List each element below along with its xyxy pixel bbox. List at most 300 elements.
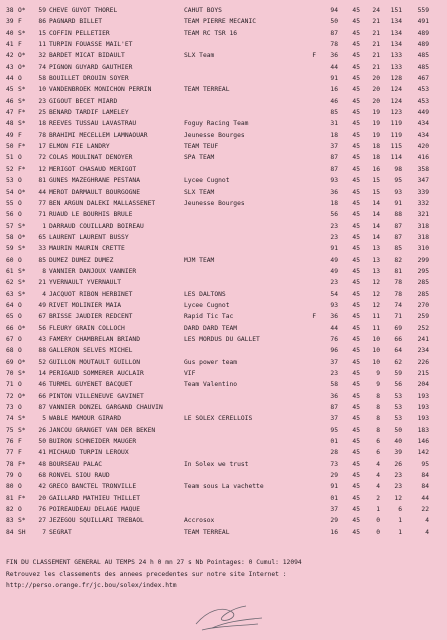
team-number-cell: 78	[38, 131, 46, 139]
laps-b-cell: 45	[352, 188, 360, 196]
laps-b-cell: 45	[352, 483, 360, 491]
laps-total-cell: 6	[398, 506, 402, 514]
team-name-cell: LES MORDUS DU GALLET	[184, 335, 260, 343]
table-row	[6, 209, 429, 220]
distance-cell: 434	[417, 131, 429, 139]
laps-total-cell: 56	[394, 381, 402, 389]
table-row	[6, 198, 429, 209]
rank-cell: 72	[6, 392, 14, 400]
category-cell: F*	[18, 460, 26, 468]
team-name-cell: Jeunesse Bourges	[184, 199, 245, 207]
footer-website-url[interactable]: http://perso.orange.fr/jc.bou/solex/index.htm	[6, 582, 177, 589]
rank-cell: 70	[6, 370, 14, 377]
rank-cell: 50	[6, 143, 14, 151]
laps-total-cell: 151	[390, 7, 402, 14]
rank-cell: 51	[6, 154, 14, 162]
pilots-cell: RONVEL SIOU RAUD	[49, 472, 110, 480]
rank-cell: 76	[6, 438, 14, 446]
laps-b-cell: 45	[352, 86, 360, 94]
laps-a-cell: 87	[330, 165, 338, 173]
pilots-cell: FAMERY CHAMBRELAN BRIAND	[49, 335, 140, 343]
rank-cell: 56	[6, 211, 14, 219]
laps-total-cell: 39	[394, 449, 402, 457]
table-row	[6, 311, 429, 322]
rank-cell: 64	[6, 301, 14, 309]
distance-cell: 259	[417, 313, 429, 321]
laps-a-cell: 36	[330, 313, 338, 321]
stops-cell: 20	[372, 75, 380, 83]
pilots-cell: GRECO BANCTEL TRONVILLE	[49, 483, 137, 491]
category-cell: S*	[18, 415, 26, 423]
team-number-cell: 48	[38, 460, 46, 468]
flag-cell	[302, 447, 320, 458]
category-cell: SH	[18, 528, 26, 536]
distance-cell: 491	[417, 18, 429, 26]
laps-b-cell: 45	[352, 233, 360, 241]
laps-total-cell: 124	[390, 97, 402, 105]
distance-cell: 4	[425, 517, 429, 525]
distance-cell: 299	[417, 256, 429, 264]
laps-b-cell: 45	[352, 29, 360, 37]
stops-cell: 21	[372, 41, 380, 49]
laps-total-cell: 81	[394, 267, 402, 275]
distance-cell: 339	[417, 188, 429, 196]
flag-cell	[302, 402, 320, 413]
team-name-cell: Lycee Cugnot	[184, 177, 230, 185]
rank-cell: 46	[6, 97, 14, 105]
laps-b-cell: 45	[352, 494, 360, 502]
pilots-cell: BEN ARGUN DALEKI MALLASSENET	[49, 199, 156, 207]
category-cell: F	[18, 449, 22, 457]
stops-cell: 19	[372, 131, 380, 139]
pilots-cell: PERIGAUD SOMMERER AUCLAIR	[49, 370, 144, 377]
distance-cell: 241	[417, 335, 429, 343]
flag-cell	[302, 209, 320, 220]
team-name-cell	[184, 266, 302, 277]
category-cell: S*	[18, 517, 26, 525]
team-name-cell: Team sous La vachette	[184, 483, 264, 491]
category-cell: S*	[18, 426, 26, 434]
team-name-cell: TEAM PIERRE MECANIC	[184, 18, 257, 26]
flag-cell	[302, 107, 320, 118]
stops-cell: 21	[372, 63, 380, 71]
pilots-cell: GUILLON MOUTAULT GUILLON	[49, 358, 140, 366]
rank-cell: 65	[6, 313, 14, 321]
laps-a-cell: 91	[330, 75, 338, 83]
flag-cell	[302, 141, 320, 152]
flag-cell	[302, 504, 320, 515]
laps-a-cell: 96	[330, 347, 338, 355]
distance-cell: 270	[417, 301, 429, 309]
rank-cell: 53	[6, 177, 14, 185]
laps-b-cell: 45	[352, 358, 360, 366]
team-name-cell: SPA TEAM	[184, 154, 215, 162]
team-number-cell: 72	[38, 154, 46, 162]
laps-total-cell: 71	[394, 313, 402, 321]
laps-b-cell: 45	[352, 506, 360, 514]
laps-total-cell: 66	[394, 335, 402, 343]
stops-cell: 19	[372, 120, 380, 128]
team-name-cell: MJM TEAM	[184, 256, 215, 264]
table-row	[6, 504, 429, 515]
team-number-cell: 81	[38, 177, 46, 185]
team-number-cell: 77	[38, 199, 46, 207]
distance-cell: 142	[417, 449, 429, 457]
team-name-cell	[184, 345, 302, 356]
rank-cell: 67	[6, 335, 14, 343]
distance-cell: 84	[421, 472, 429, 480]
distance-cell: 95	[421, 460, 429, 468]
stops-cell: 4	[376, 483, 380, 491]
distance-cell: 44	[421, 494, 429, 502]
laps-a-cell: 93	[330, 301, 338, 309]
team-number-cell: 85	[38, 256, 46, 264]
pilots-cell: DARRAUD COUILLARD BOIREAU	[49, 222, 144, 230]
category-cell: S*	[18, 370, 26, 377]
table-row	[6, 323, 429, 334]
rank-cell: 49	[6, 131, 14, 139]
flag-cell	[302, 391, 320, 402]
team-number-cell: 32	[38, 52, 46, 60]
laps-a-cell: 36	[330, 52, 338, 60]
laps-total-cell: 26	[394, 460, 402, 468]
laps-a-cell: 16	[330, 86, 338, 94]
team-number-cell: 17	[38, 143, 46, 151]
team-name-cell	[184, 447, 302, 458]
distance-cell: 416	[417, 154, 429, 162]
laps-total-cell: 91	[394, 199, 402, 207]
team-name-cell: CAHUT BOYS	[184, 7, 222, 14]
category-cell: O*	[18, 392, 26, 400]
laps-total-cell: 124	[390, 86, 402, 94]
laps-total-cell: 53	[394, 392, 402, 400]
stops-cell: 14	[372, 233, 380, 241]
laps-a-cell: 56	[330, 211, 338, 219]
category-cell: O	[18, 483, 22, 491]
laps-a-cell: 87	[330, 29, 338, 37]
team-name-cell: DARD DARD TEAM	[184, 324, 238, 332]
laps-total-cell: 119	[390, 131, 402, 139]
laps-a-cell: 76	[330, 335, 338, 343]
table-row	[6, 96, 429, 107]
rank-cell: 60	[6, 256, 14, 264]
rank-cell: 48	[6, 120, 14, 128]
stops-cell: 12	[372, 290, 380, 298]
flag-cell	[302, 289, 320, 300]
team-number-cell: 74	[38, 63, 46, 71]
laps-a-cell: 85	[330, 109, 338, 117]
laps-a-cell: 87	[330, 154, 338, 162]
stops-cell: 14	[372, 222, 380, 230]
distance-cell: 420	[417, 143, 429, 151]
footer	[6, 557, 302, 592]
flag-cell	[302, 243, 320, 254]
laps-total-cell: 50	[394, 426, 402, 434]
distance-cell: 285	[417, 279, 429, 287]
stops-cell: 8	[376, 404, 380, 412]
laps-b-cell: 45	[352, 75, 360, 83]
team-name-cell	[184, 164, 302, 175]
team-number-cell: 33	[38, 245, 46, 253]
pilots-cell: RIVET MOLINIER MAIA	[49, 301, 122, 309]
team-number-cell: 87	[38, 404, 46, 412]
distance-cell: 22	[421, 506, 429, 514]
category-cell: S*	[18, 86, 26, 94]
team-number-cell: 88	[38, 347, 46, 355]
laps-total-cell: 87	[394, 222, 402, 230]
rank-cell: 84	[6, 528, 14, 536]
pilots-cell: PINTON VILLENEUVE GAVINET	[49, 392, 144, 400]
category-cell: S*	[18, 97, 26, 105]
team-name-cell: TEAM TEUF	[184, 143, 219, 151]
rank-cell: 40	[6, 29, 14, 37]
team-name-cell: Foguy Racing Team	[184, 120, 249, 128]
pilots-cell: BRAHIMI MECELLEM LAMNAOUAR	[49, 131, 148, 139]
flag-cell	[302, 198, 320, 209]
rank-cell: 44	[6, 75, 14, 83]
stops-cell: 13	[372, 267, 380, 275]
flag-cell	[302, 277, 320, 288]
stops-cell: 24	[372, 7, 380, 14]
pilots-cell: MICHAUD TURPIN LEROUX	[49, 449, 129, 457]
laps-b-cell: 45	[352, 460, 360, 468]
table-row	[6, 481, 429, 492]
pilots-cell: BUIRON SCHNEIDER MAUGER	[49, 438, 137, 446]
pilots-cell: YVERNAULT YVERNAULT	[49, 279, 122, 287]
laps-a-cell: 93	[330, 177, 338, 185]
stops-cell: 14	[372, 211, 380, 219]
team-number-cell: 20	[38, 494, 46, 502]
team-number-cell: 15	[38, 29, 46, 37]
team-name-cell: Jeunesse Bourges	[184, 131, 245, 139]
laps-b-cell: 45	[352, 335, 360, 343]
distance-cell: 453	[417, 97, 429, 105]
rank-cell: 81	[6, 494, 14, 502]
stops-cell: 13	[372, 245, 380, 253]
team-number-cell: 25	[38, 109, 46, 117]
laps-total-cell: 12	[394, 494, 402, 502]
laps-b-cell: 45	[352, 109, 360, 117]
stops-cell: 14	[372, 199, 380, 207]
category-cell: O*	[18, 324, 26, 332]
pilots-cell: BENARD TARDIF LAMELEY	[49, 109, 129, 117]
category-cell: O	[18, 313, 22, 321]
laps-b-cell: 45	[352, 426, 360, 434]
laps-a-cell: 23	[330, 222, 338, 230]
team-name-cell: LE SOLEX CERELLOIS	[184, 415, 253, 423]
laps-a-cell: 46	[330, 97, 338, 105]
pilots-cell: COLAS MOULINAT DENOYER	[49, 154, 133, 162]
distance-cell: 321	[417, 211, 429, 219]
flag-cell	[302, 493, 320, 504]
laps-b-cell: 45	[352, 313, 360, 321]
category-cell: F	[18, 438, 22, 446]
team-name-cell: In Solex we trust	[184, 460, 249, 468]
rank-cell: 38	[6, 7, 14, 14]
table-row	[6, 425, 429, 436]
team-name-cell	[184, 504, 302, 515]
laps-b-cell: 45	[352, 154, 360, 162]
flag-cell	[302, 413, 320, 424]
flag-cell	[302, 425, 320, 436]
table-row	[6, 289, 429, 300]
stops-cell: 10	[372, 347, 380, 355]
distance-cell: 559	[417, 7, 429, 14]
laps-a-cell: 01	[330, 438, 338, 446]
category-cell: F*	[18, 165, 26, 173]
pilots-cell: REEVES TUSSAU LAVASTRAU	[49, 120, 137, 128]
team-number-cell: 8	[42, 267, 46, 275]
team-name-cell: LES DALTONS	[184, 290, 226, 298]
flag-cell	[302, 266, 320, 277]
flag-cell	[302, 470, 320, 481]
pilots-cell: JACQUOT RIBON HERBINET	[49, 290, 133, 298]
team-name-cell	[184, 277, 302, 288]
laps-b-cell: 45	[352, 517, 360, 525]
pilots-cell: MERIGOT CHASAUD MERIGOT	[49, 165, 137, 173]
team-number-cell: 59	[38, 7, 46, 14]
pilots-cell: BOURSEAU PALAC	[49, 460, 103, 468]
stops-cell: 15	[372, 188, 380, 196]
flag-cell	[302, 436, 320, 447]
team-name-cell	[184, 96, 302, 107]
laps-b-cell: 45	[352, 449, 360, 457]
team-name-cell: SLX TEAM	[184, 188, 215, 196]
laps-b-cell: 45	[352, 267, 360, 275]
pilots-cell: TURMEL GUYENET BACQUET	[49, 381, 133, 389]
distance-cell: 146	[417, 438, 429, 446]
distance-cell: 285	[417, 290, 429, 298]
laps-a-cell: 95	[330, 426, 338, 434]
category-cell: S*	[18, 279, 26, 287]
laps-a-cell: 78	[330, 41, 338, 49]
stops-cell: 10	[372, 358, 380, 366]
team-number-cell: 44	[38, 188, 46, 196]
laps-a-cell: 37	[330, 143, 338, 151]
team-number-cell: 7	[42, 528, 46, 536]
stops-cell: 6	[376, 449, 380, 457]
stops-cell: 18	[372, 143, 380, 151]
laps-b-cell: 45	[352, 404, 360, 412]
laps-total-cell: 128	[390, 75, 402, 83]
rank-cell: 42	[6, 52, 14, 60]
laps-b-cell: 45	[352, 143, 360, 151]
laps-a-cell: 91	[330, 245, 338, 253]
table-row	[6, 175, 429, 186]
team-number-cell: 14	[38, 370, 46, 377]
stops-cell: 8	[376, 415, 380, 423]
laps-a-cell: 23	[330, 233, 338, 241]
distance-cell: 84	[421, 483, 429, 491]
pilots-cell: JEZEGOU SQUILLARI TREBAOL	[49, 517, 144, 525]
category-cell: O*	[18, 7, 26, 14]
distance-cell: 449	[417, 109, 429, 117]
laps-a-cell: 23	[330, 279, 338, 287]
laps-b-cell: 45	[352, 131, 360, 139]
distance-cell: 485	[417, 63, 429, 71]
laps-b-cell: 45	[352, 528, 360, 536]
category-cell: O	[18, 381, 22, 389]
team-name-cell	[184, 107, 302, 118]
laps-a-cell: 18	[330, 199, 338, 207]
stops-cell: 13	[372, 256, 380, 264]
table-row	[6, 515, 429, 526]
rank-cell: 58	[6, 233, 14, 241]
stops-cell: 12	[372, 301, 380, 309]
laps-total-cell: 53	[394, 415, 402, 423]
stops-cell: 19	[372, 109, 380, 117]
laps-b-cell: 45	[352, 97, 360, 105]
team-name-cell	[184, 39, 302, 50]
team-number-cell: 23	[38, 97, 46, 105]
flag-cell	[302, 334, 320, 345]
pilots-cell: ELMON FIE LANDRY	[49, 143, 110, 151]
laps-b-cell: 45	[352, 222, 360, 230]
laps-total-cell: 69	[394, 324, 402, 332]
laps-b-cell: 45	[352, 256, 360, 264]
laps-total-cell: 133	[390, 63, 402, 71]
pilots-cell: GALLERON SELVES MICHEL	[49, 347, 133, 355]
rank-cell: 47	[6, 109, 14, 117]
team-name-cell: Team Valentino	[184, 381, 238, 389]
distance-cell: 183	[417, 426, 429, 434]
distance-cell: 467	[417, 75, 429, 83]
rank-cell: 78	[6, 460, 14, 468]
pilots-cell: LAURENT LAURENT BUSSY	[49, 233, 129, 241]
rank-cell: 43	[6, 63, 14, 71]
laps-b-cell: 45	[352, 7, 360, 14]
table-row	[6, 118, 429, 129]
stops-cell: 20	[372, 86, 380, 94]
team-number-cell: 27	[38, 517, 46, 525]
table-row	[6, 243, 429, 254]
table-row	[6, 28, 429, 39]
distance-cell: 347	[417, 177, 429, 185]
table-row	[6, 255, 429, 266]
laps-a-cell: 58	[330, 381, 338, 389]
category-cell: F	[18, 131, 22, 139]
team-name-cell	[184, 232, 302, 243]
flag-cell	[302, 187, 320, 198]
rank-cell: 57	[6, 222, 14, 230]
category-cell: S*	[18, 245, 26, 253]
laps-total-cell: 87	[394, 233, 402, 241]
pilots-cell: CHEVE GUYOT THOREL	[49, 7, 118, 14]
laps-a-cell: 54	[330, 290, 338, 298]
laps-b-cell: 45	[352, 301, 360, 309]
laps-b-cell: 45	[352, 370, 360, 377]
flag-cell	[302, 152, 320, 163]
distance-cell: 226	[417, 358, 429, 366]
team-name-cell: Rapid Tic Tac	[184, 313, 234, 321]
stops-cell: 2	[376, 494, 380, 502]
rank-cell: 41	[6, 41, 14, 49]
team-number-cell: 86	[38, 18, 46, 26]
stops-cell: 9	[376, 381, 380, 389]
table-row	[6, 368, 429, 379]
laps-b-cell: 45	[352, 381, 360, 389]
team-name-cell	[184, 493, 302, 504]
stops-cell: 4	[376, 460, 380, 468]
flag-cell	[302, 16, 320, 27]
pilots-cell: WABLE MAMOUR GIRARD	[49, 415, 122, 423]
laps-b-cell: 45	[352, 438, 360, 446]
laps-b-cell: 45	[352, 392, 360, 400]
flag-cell	[302, 345, 320, 356]
stops-cell: 16	[372, 165, 380, 173]
pilots-cell: VANNIER DONZEL GARGAND CHAUVIN	[49, 404, 163, 412]
table-row	[6, 164, 429, 175]
